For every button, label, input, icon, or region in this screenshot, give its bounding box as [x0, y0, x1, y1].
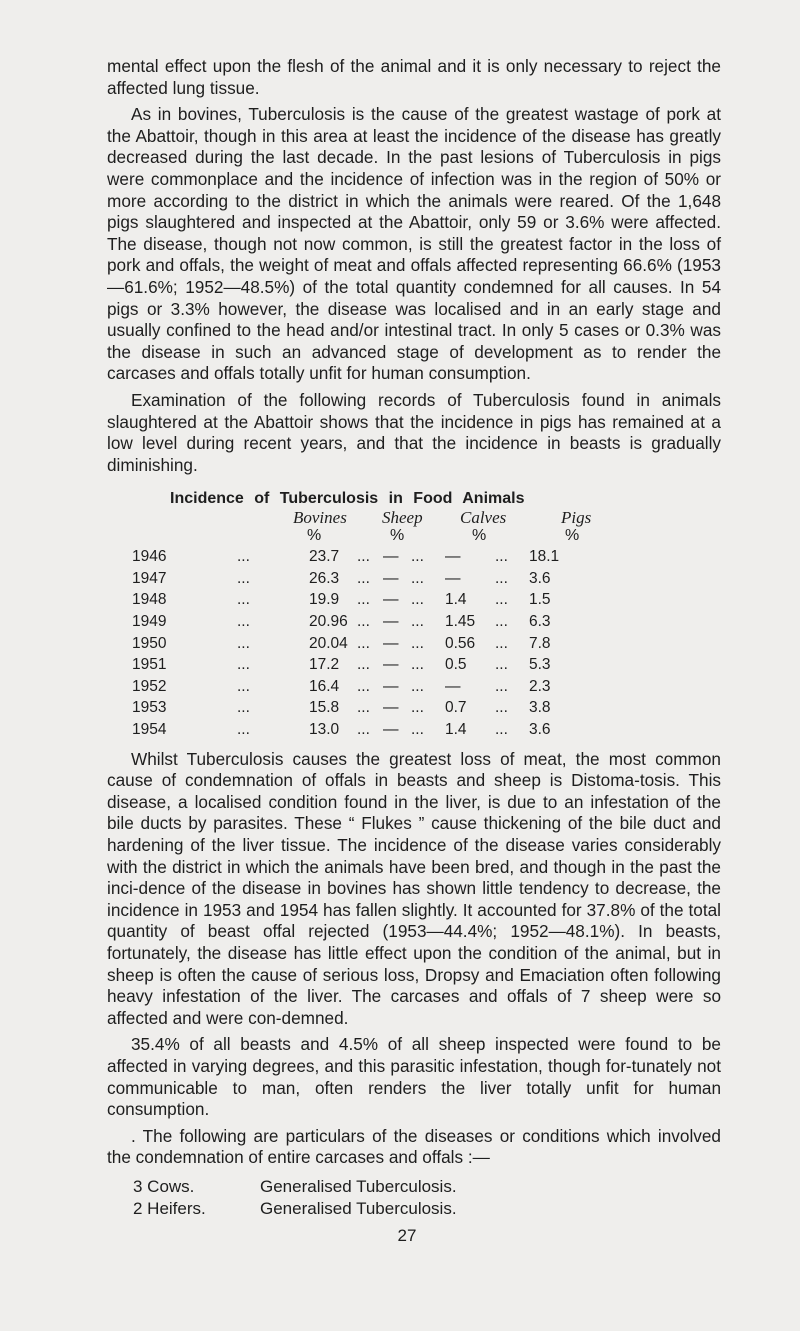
unit-bovines: %: [307, 527, 322, 545]
table-row: [107, 699, 721, 721]
table-cell-pigs: 18.1: [529, 548, 560, 566]
dot-leader: ...: [237, 591, 250, 609]
dot-leader: ...: [237, 569, 250, 587]
col-header-calves: Calves: [460, 508, 507, 528]
dot-leader: ...: [357, 656, 370, 674]
dot-leader: ...: [237, 548, 250, 566]
paragraph-distomatosis: Whilst Tuberculosis causes the greatest loss of meat, the most common cause of condemnation of offals in beasts and sheep is Distoma-tosis. This disease, a localised condition found in the liver, is due to an infestation of the bile ducts by parasites. These “ Flukes ” cause thickening of the bile duct and hardening of the liver tissue. The incidence of the disease varies considerably with the district in which the animals have been bred, and though in the past the inci-dence of the disease in bovines has shown little tendency to decrease, the incidence in 1953 and 1954 has fallen slightly. It accounted for 37.8% of the total quantity of beast offal rejected (1953—44.4%; 1952—48.1%). In beasts, fortunately, the disease has little effect upon the condition of the animal, but in sheep is often the cause of serious loss, Dropsy and Emaciation often following heavy infestation of the liver. The carcases and offals of 7 sheep were so affected and were con-demned.: [107, 748, 721, 1028]
table-row: [107, 678, 721, 700]
table-cell-year: 1952: [132, 677, 167, 695]
dot-leader: ...: [411, 677, 424, 695]
table-cell-calves: 1.4: [445, 591, 467, 609]
dot-leader: ...: [495, 634, 508, 652]
dot-leader: ...: [495, 591, 508, 609]
table-cell-pigs: 7.8: [529, 634, 551, 652]
dot-leader: ...: [411, 548, 424, 566]
table-cell-calves: 1.45: [445, 613, 476, 631]
table-cell-sheep: —: [383, 548, 399, 566]
dot-leader: ...: [495, 569, 508, 587]
dot-leader: ...: [357, 677, 370, 695]
condemnation-condition: Generalised Tuberculosis.: [260, 1198, 457, 1218]
dot-leader: ...: [357, 569, 370, 587]
dot-leader: ...: [237, 613, 250, 631]
table-cell-year: 1948: [132, 591, 167, 609]
col-header-pigs: Pigs: [561, 508, 592, 528]
dot-leader: ...: [411, 613, 424, 631]
table-cell-calves: —: [445, 569, 461, 587]
dot-leader: ...: [237, 699, 250, 717]
condemnation-condition: Generalised Tuberculosis.: [260, 1176, 457, 1196]
dot-leader: ...: [411, 699, 424, 717]
condemnation-list: [107, 1177, 721, 1221]
table-cell-calves: —: [445, 548, 461, 566]
dot-leader: ...: [237, 656, 250, 674]
col-header-sheep: Sheep: [382, 508, 423, 528]
table-cell-pigs: 6.3: [529, 613, 551, 631]
dot-leader: ...: [411, 721, 424, 739]
table-cell-bovines: 23.7: [309, 548, 340, 566]
dot-leader: ...: [495, 677, 508, 695]
dot-leader: ...: [237, 634, 250, 652]
table-row: [107, 635, 721, 657]
dot-leader: ...: [357, 634, 370, 652]
dot-leader: ...: [495, 656, 508, 674]
table-row: [107, 721, 721, 743]
dot-leader: ...: [495, 699, 508, 717]
table-cell-year: 1946: [132, 548, 167, 566]
table-cell-year: 1950: [132, 634, 167, 652]
paragraph-particulars: . The following are particulars of the diseases or conditions which involved the condemnation of entire carcases and offals :—: [107, 1125, 721, 1168]
table-cell-calves: 0.56: [445, 634, 476, 652]
table-cell-pigs: 3.6: [529, 569, 551, 587]
document-page: [107, 56, 721, 1246]
table-cell-year: 1947: [132, 569, 167, 587]
table-cell-bovines: 20.04: [309, 634, 348, 652]
table-row: [107, 591, 721, 613]
table-cell-calves: 0.7: [445, 699, 467, 717]
table-cell-bovines: 20.96: [309, 613, 348, 631]
paragraph-continued: mental effect upon the flesh of the animal and it is only necessary to reject the affected lung tissue.: [107, 56, 721, 98]
paragraph-infestation: 35.4% of all beasts and 4.5% of all sheep inspected were found to be affected in varying degrees, and this parasitic infestation, though for-tunately not communicable to man, often renders the liver totally unfit for human consumption.: [107, 1034, 721, 1120]
col-header-bovines: Bovines: [293, 508, 347, 528]
table-header: [107, 508, 721, 548]
table-cell-pigs: 5.3: [529, 656, 551, 674]
table-row: [107, 656, 721, 678]
dot-leader: ...: [357, 548, 370, 566]
dot-leader: ...: [411, 591, 424, 609]
table-cell-sheep: —: [383, 699, 399, 717]
table-row: [107, 548, 721, 570]
dot-leader: ...: [357, 699, 370, 717]
unit-calves: %: [472, 527, 487, 545]
table-cell-sheep: —: [383, 721, 399, 739]
table-cell-bovines: 15.8: [309, 699, 340, 717]
table-cell-year: 1951: [132, 656, 167, 674]
unit-pigs: %: [565, 527, 580, 545]
dot-leader: ...: [357, 613, 370, 631]
paragraph-pig-tuberculosis: As in bovines, Tuberculosis is the cause of the greatest wastage of pork at the Abattoir, though in this area at least the incidence of the disease has greatly decreased during the last decade. In the past lesions of Tuberculosis in pigs were commonplace and the incidence of infection was in the region of 50% or more according to the district in which the animals were reared. Of the 1,648 pigs slaughtered and inspected at the Abattoir, only 59 or 3.6% were affected. The disease, though not now common, is still the greatest factor in the loss of pork and offals, the weight of meat and offals affected representing 66.6% (1953—61.6%; 1952—48.5%) of the total quantity condemned for all causes. In 54 pigs or 3.3% however, the disease was localised and in an early stage and usually confined to the head and/or intestinal tract. In only 5 cases or 0.3% was the disease in such an advanced stage of development as to render the carcases and offals totally unfit for human consumption.: [107, 104, 721, 384]
dot-leader: ...: [495, 721, 508, 739]
dot-leader: ...: [357, 721, 370, 739]
condemnation-item: [107, 1177, 721, 1199]
table-cell-pigs: 2.3: [529, 677, 551, 695]
table-cell-year: 1954: [132, 721, 167, 739]
table-cell-year: 1949: [132, 613, 167, 631]
table-row: [107, 613, 721, 635]
incidence-table: [107, 508, 721, 742]
dot-leader: ...: [495, 548, 508, 566]
table-cell-pigs: 1.5: [529, 591, 551, 609]
dot-leader: ...: [411, 634, 424, 652]
table-cell-sheep: —: [383, 677, 399, 695]
table-cell-sheep: —: [383, 569, 399, 587]
table-cell-pigs: 3.6: [529, 721, 551, 739]
table-row: [107, 570, 721, 592]
table-cell-bovines: 17.2: [309, 656, 340, 674]
table-cell-bovines: 26.3: [309, 569, 340, 587]
page-number: 27: [397, 1225, 417, 1245]
table-cell-sheep: —: [383, 613, 399, 631]
dot-leader: ...: [357, 591, 370, 609]
condemnation-animals: 2 Heifers.: [133, 1198, 206, 1218]
table-title: Incidence of Tuberculosis in Food Animals: [170, 490, 525, 508]
unit-sheep: %: [390, 527, 405, 545]
paragraph-records-intro: Examination of the following records of Tuberculosis found in animals slaughtered at the Abattoir shows that the incidence in pigs has remained at a low level during recent years, and that the incidence in beasts is gradually diminishing.: [107, 389, 721, 475]
table-cell-sheep: —: [383, 634, 399, 652]
dot-leader: ...: [495, 613, 508, 631]
table-body: [107, 548, 721, 742]
dot-leader: ...: [237, 677, 250, 695]
condemnation-animals: 3 Cows.: [133, 1176, 195, 1196]
table-cell-calves: 0.5: [445, 656, 467, 674]
table-cell-bovines: 13.0: [309, 721, 340, 739]
table-cell-calves: 1.4: [445, 721, 467, 739]
table-cell-sheep: —: [383, 656, 399, 674]
dot-leader: ...: [411, 656, 424, 674]
dot-leader: ...: [411, 569, 424, 587]
table-cell-sheep: —: [383, 591, 399, 609]
table-cell-calves: —: [445, 677, 461, 695]
table-cell-pigs: 3.8: [529, 699, 551, 717]
condemnation-item: [107, 1199, 721, 1221]
table-cell-bovines: 19.9: [309, 591, 340, 609]
table-cell-year: 1953: [132, 699, 167, 717]
table-cell-bovines: 16.4: [309, 677, 340, 695]
dot-leader: ...: [237, 721, 250, 739]
